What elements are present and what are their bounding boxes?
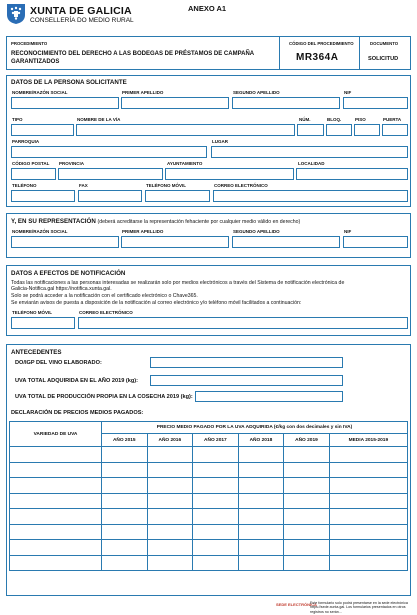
nif-field[interactable]: [343, 97, 408, 109]
price-cell[interactable]: [102, 462, 148, 478]
price-cell[interactable]: [329, 478, 407, 494]
rep-nif-field[interactable]: [343, 236, 408, 248]
uva-produccion-field[interactable]: [195, 391, 343, 402]
rep-label-segundo-apellido: SEGUNDO APELLIDO: [233, 229, 280, 234]
price-cell[interactable]: [329, 493, 407, 509]
price-cell[interactable]: [102, 524, 148, 540]
notification-line-1: Todas las notificaciones a las personas interesadas se realizarán solo por medios electrónicos a través del Sistema de notificación electrónica de: [11, 280, 345, 286]
variedad-cell[interactable]: [10, 447, 102, 463]
label-provincia: PROVINCIA: [59, 161, 85, 166]
label-bloq: BLOQ.: [327, 117, 342, 122]
label-lugar: LUGAR: [212, 139, 228, 144]
notification-line-4: Se enviarán avisos de puesta a disposición de la notificación al correo electrónico y/o teléfono móvil facilitados a continuación:: [11, 300, 302, 306]
price-cell[interactable]: [193, 555, 239, 571]
rep-nombre-field[interactable]: [11, 236, 119, 248]
price-cell[interactable]: [238, 509, 284, 525]
price-cell[interactable]: [147, 524, 193, 540]
antecedentes-title: ANTECEDENTES: [11, 349, 62, 356]
price-cell[interactable]: [329, 555, 407, 571]
rep-primer-apellido-field[interactable]: [121, 236, 229, 248]
price-cell[interactable]: [102, 555, 148, 571]
notif-label-correo: CORREO ELECTRÓNICO: [79, 310, 133, 315]
procedure-text: RECONOCIMIENTO DEL DERECHO A LAS BODEGAS DE PRÉSTAMOS DE CAMPAÑA GARANTIZADOS: [11, 51, 254, 65]
price-cell[interactable]: [329, 462, 407, 478]
label-segundo-apellido: SEGUNDO APELLIDO: [233, 90, 280, 95]
label-codigo-postal: CÓDIGO POSTAL: [12, 161, 50, 166]
price-row: [10, 447, 408, 463]
price-row: [10, 540, 408, 556]
price-cell[interactable]: [193, 493, 239, 509]
variedad-cell[interactable]: [10, 524, 102, 540]
variedad-cell[interactable]: [10, 540, 102, 556]
xunta-emblem-icon: [6, 3, 26, 25]
price-cell[interactable]: [238, 478, 284, 494]
rep-label-primer-apellido: PRIMER APELLIDO: [122, 229, 164, 234]
applicant-title: DATOS DE LA PERSONA SOLICITANTE: [11, 79, 127, 86]
telefono-movil-field[interactable]: [145, 190, 210, 202]
price-cell[interactable]: [147, 447, 193, 463]
year-header: MEDIA 2015-2019: [329, 434, 407, 447]
price-cell[interactable]: [193, 509, 239, 525]
notification-title: DATOS A EFECTOS DE NOTIFICACIÓN: [11, 270, 126, 277]
price-cell[interactable]: [147, 540, 193, 556]
price-cell[interactable]: [238, 447, 284, 463]
label-uva-produccion: UVA TOTAL DE PRODUCCIÓN PROPIA EN LA COSECHA 2019 (kg):: [15, 394, 193, 400]
uva-adquirida-field[interactable]: [150, 375, 343, 386]
dept-name: CONSELLERÍA DO MEDIO RURAL: [30, 17, 134, 24]
lugar-field[interactable]: [211, 146, 408, 158]
label-localidad: LOCALIDAD: [298, 161, 325, 166]
price-cell[interactable]: [102, 478, 148, 494]
ayuntamiento-field[interactable]: [165, 168, 294, 180]
code-label: CÓDIGO DEL PROCEDIMIENTO: [289, 41, 354, 46]
footer-text: Este formulario solo podrá presentarse en la sede electrónica https://sede.xunta.gal. Los formularios presentados en otros registros no serán...: [310, 601, 408, 614]
representation-heading: Y, EN SU REPRESENTACIÓN: [11, 218, 96, 225]
bloq-field[interactable]: [326, 124, 352, 136]
price-cell[interactable]: [102, 493, 148, 509]
label-puerta: PUERTA: [383, 117, 402, 122]
notif-correo-field[interactable]: [78, 317, 408, 329]
precios-title: DECLARACIÓN DE PRECIOS MEDIOS PAGADOS:: [11, 410, 144, 416]
price-row: [10, 509, 408, 525]
num-field[interactable]: [297, 124, 324, 136]
telefono-field[interactable]: [11, 190, 75, 202]
representation-section: [6, 213, 411, 258]
document-cell: [359, 37, 411, 69]
label-num: NÚM.: [299, 117, 311, 122]
label-fax: FAX: [79, 183, 88, 188]
piso-field[interactable]: [354, 124, 380, 136]
price-cell[interactable]: [329, 447, 407, 463]
localidad-field[interactable]: [296, 168, 408, 180]
label-correo: CORREO ELECTRÓNICO: [214, 183, 268, 188]
price-row: [10, 462, 408, 478]
representation-note: (deberá acreditarse la representación fehaciente por cualquier medio válido en derecho): [97, 219, 301, 225]
rep-label-nif: NIF: [344, 229, 352, 234]
price-cell[interactable]: [238, 462, 284, 478]
price-cell[interactable]: [238, 493, 284, 509]
price-cell[interactable]: [147, 493, 193, 509]
price-row: [10, 555, 408, 571]
procedure-header: [6, 36, 411, 70]
label-piso: PISO: [355, 117, 366, 122]
price-cell[interactable]: [329, 509, 407, 525]
applicant-section: [6, 75, 411, 207]
price-cell[interactable]: [193, 540, 239, 556]
label-primer-apellido: PRIMER APELLIDO: [122, 90, 164, 95]
variedad-cell[interactable]: [10, 493, 102, 509]
primer-apellido-field[interactable]: [121, 97, 229, 109]
procedure-label: PROCEDIMIENTO: [11, 41, 48, 46]
variedad-cell[interactable]: [10, 509, 102, 525]
notification-line-2: Galicia-Notifica.gal https://notifica.xunta.gal.: [11, 286, 112, 292]
prices-table: [9, 421, 408, 571]
price-cell[interactable]: [193, 447, 239, 463]
rep-label-nombre: NOMBRE/RAZÓN SOCIAL: [12, 229, 68, 234]
price-cell[interactable]: [329, 524, 407, 540]
price-cell[interactable]: [147, 462, 193, 478]
nombre-via-field[interactable]: [76, 124, 295, 136]
provincia-field[interactable]: [58, 168, 163, 180]
price-cell[interactable]: [238, 540, 284, 556]
nombre-field[interactable]: [11, 97, 119, 109]
price-cell[interactable]: [238, 555, 284, 571]
label-nif: NIF: [344, 90, 352, 95]
label-telefono: TELÉFONO: [12, 183, 37, 188]
price-cell[interactable]: [329, 540, 407, 556]
label-nombre-via: NOMBRE DE LA VÍA: [77, 117, 121, 122]
do-igp-field[interactable]: [150, 357, 343, 368]
puerta-field[interactable]: [382, 124, 408, 136]
xunta-logo: [6, 3, 176, 27]
price-cell[interactable]: [102, 447, 148, 463]
year-header: AÑO 2016: [147, 434, 193, 447]
notification-section: [6, 265, 411, 336]
price-row: [10, 493, 408, 509]
codigo-postal-field[interactable]: [11, 168, 56, 180]
price-cell[interactable]: [102, 509, 148, 525]
notification-line-3: Solo se podrá acceder a la notificación con el certificado electrónico o Chave365.: [11, 293, 198, 299]
label-uva-adquirida: UVA TOTAL ADQUIRIDA EN EL AÑO 2019 (kg):: [15, 378, 138, 384]
year-header: AÑO 2018: [238, 434, 284, 447]
document-label: DOCUMENTO: [370, 41, 399, 46]
year-header: AÑO 2019: [284, 434, 330, 447]
segundo-apellido-field[interactable]: [232, 97, 340, 109]
price-cell[interactable]: [193, 478, 239, 494]
procedure-code: MR364A: [296, 52, 339, 63]
tipo-field[interactable]: [11, 124, 74, 136]
price-cell[interactable]: [147, 509, 193, 525]
label-tipo: TIPO: [12, 117, 23, 122]
year-header: AÑO 2017: [193, 434, 239, 447]
col-precio-header: PRECIO MEDIO PAGADO POR LA UVA ADQUIRIDA (€/kg con dos decimales y sin IVA): [102, 422, 408, 434]
code-cell: [279, 37, 359, 69]
label-nombre: NOMBRE/RAZÓN SOCIAL: [12, 90, 68, 95]
label-parroquia: PARROQUIA: [12, 139, 40, 144]
label-do-igp: DO/IGP DEL VINO ELABORADO:: [15, 360, 102, 366]
price-cell[interactable]: [193, 524, 239, 540]
price-cell[interactable]: [284, 555, 330, 571]
price-cell[interactable]: [102, 540, 148, 556]
notif-label-telefono-movil: TELÉFONO MÓVIL: [12, 310, 52, 315]
variedad-cell[interactable]: [10, 478, 102, 494]
price-cell[interactable]: [284, 493, 330, 509]
price-row: [10, 478, 408, 494]
price-cell[interactable]: [284, 447, 330, 463]
price-cell[interactable]: [284, 462, 330, 478]
variedad-cell[interactable]: [10, 462, 102, 478]
price-cell[interactable]: [238, 524, 284, 540]
label-telefono-movil: TELÉFONO MÓVIL: [146, 183, 186, 188]
price-cell[interactable]: [147, 555, 193, 571]
year-header: AÑO 2015: [102, 434, 148, 447]
org-name: XUNTA DE GALICIA: [30, 5, 132, 17]
rep-segundo-apellido-field[interactable]: [232, 236, 340, 248]
annex-label: ANEXO A1: [188, 4, 227, 13]
parroquia-field[interactable]: [11, 146, 207, 158]
price-cell[interactable]: [284, 478, 330, 494]
price-cell[interactable]: [284, 524, 330, 540]
col-variedad-header: VARIEDAD DE UVA: [10, 422, 102, 447]
label-ayuntamiento: AYUNTAMIENTO: [167, 161, 203, 166]
fax-field[interactable]: [78, 190, 142, 202]
notif-telefono-movil-field[interactable]: [11, 317, 75, 329]
price-cell[interactable]: [284, 509, 330, 525]
price-cell[interactable]: [284, 540, 330, 556]
price-row: [10, 524, 408, 540]
sede-electronica-logo: SEDE ELECTRÓNICA: [276, 602, 317, 607]
price-cell[interactable]: [147, 478, 193, 494]
correo-field[interactable]: [213, 190, 408, 202]
variedad-cell[interactable]: [10, 555, 102, 571]
document-type: SOLICITUD: [368, 56, 399, 62]
price-cell[interactable]: [193, 462, 239, 478]
representation-title: [11, 218, 300, 225]
